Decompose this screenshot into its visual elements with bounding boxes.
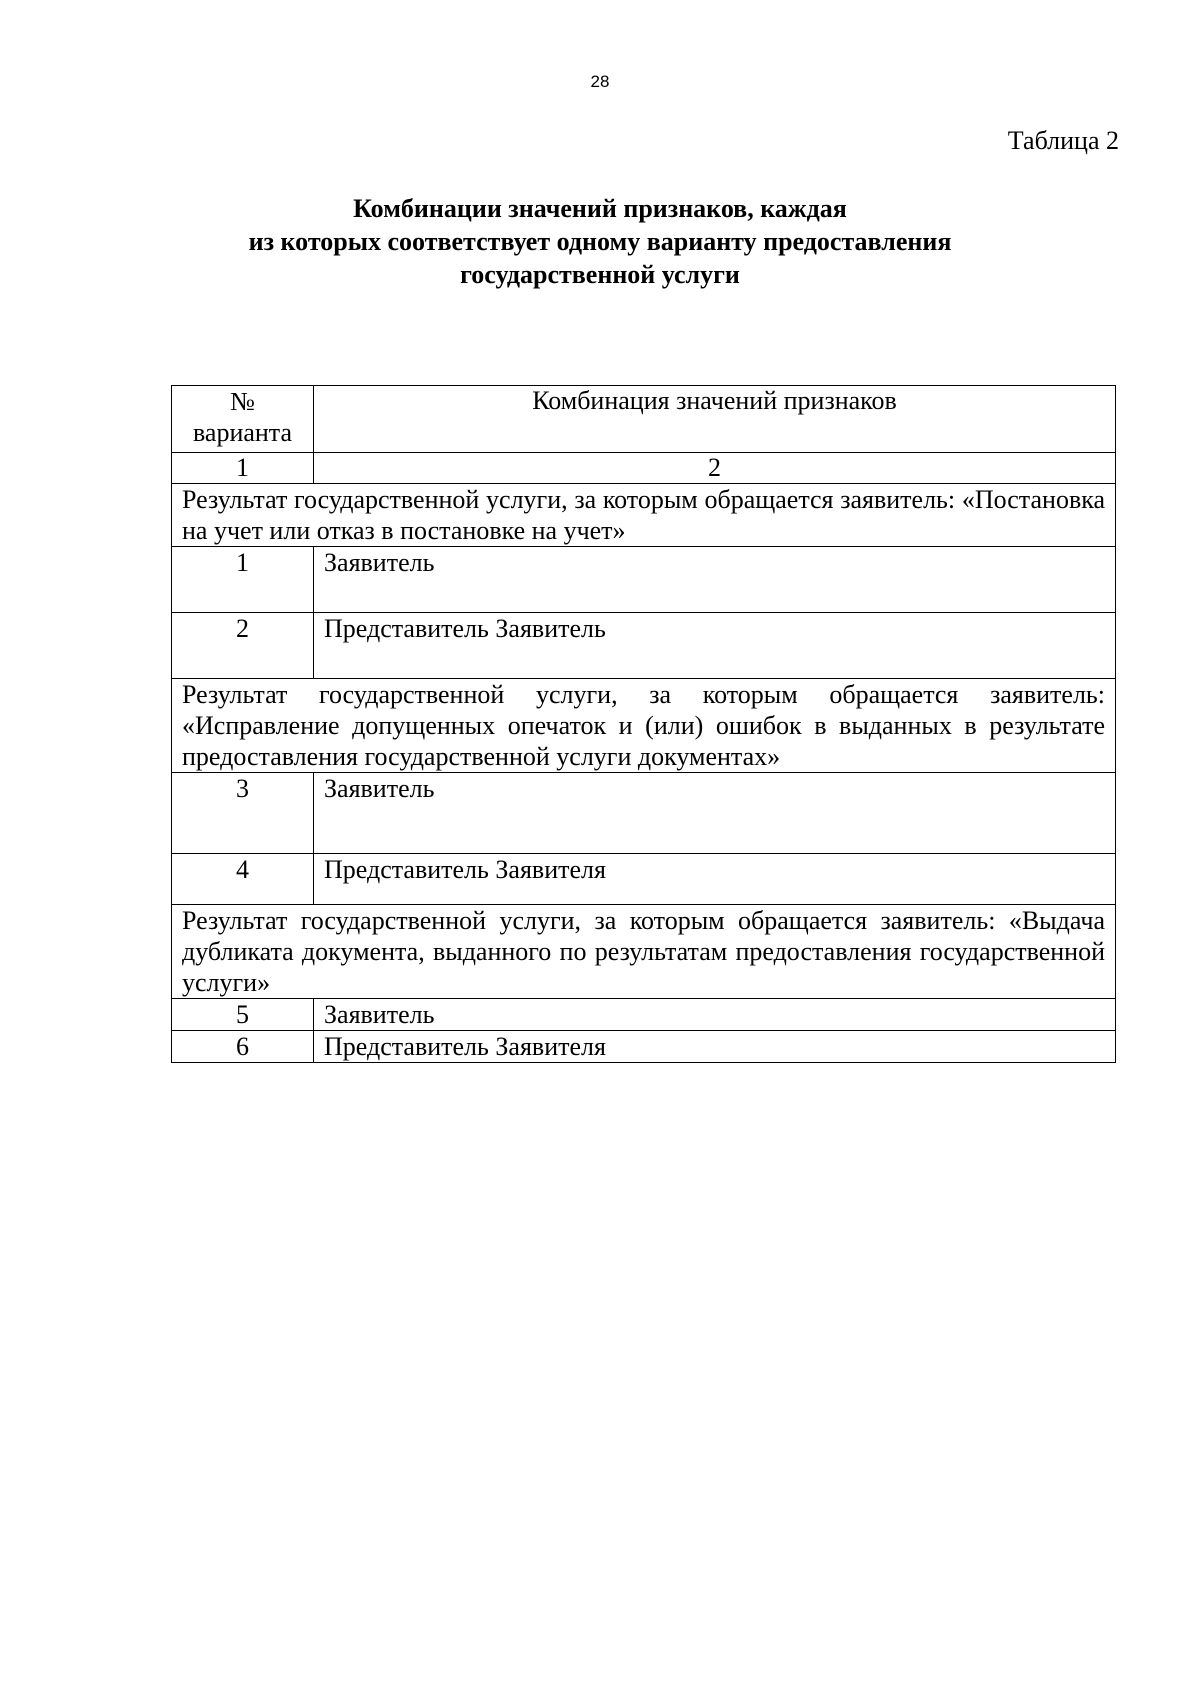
section-text: Результат государственной услуги, за которым обращается заявитель: «Выдача дубликата документа, выданного по результатам предоставления государственной услуги» — [172, 905, 1116, 999]
column-number: 1 — [172, 453, 314, 484]
section-text: Результат государственной услуги, за которым обращается заявитель: «Исправление допущенных опечаток и (или) ошибок в выданных в результате предоставления государственной услуги документах» — [172, 679, 1116, 773]
column-number: 2 — [314, 453, 1116, 484]
table-label: Таблица 2 — [1007, 126, 1119, 155]
table-row — [172, 999, 1116, 1031]
title-line: из которых соответствует одному варианту предоставления — [248, 227, 952, 256]
section-text: Результат государственной услуги, за которым обращается заявитель: «Постановка на учет или отказ в постановке на учет» — [172, 484, 1116, 547]
header-row — [172, 386, 1116, 453]
variant-number: 6 — [172, 1031, 314, 1063]
table-row — [172, 854, 1116, 905]
page-number: 28 — [590, 72, 610, 91]
header-variant-number-sign: № — [230, 387, 255, 416]
variants-table — [171, 385, 1116, 1063]
header-variant-number-word: варианта — [192, 418, 293, 447]
table-row — [172, 773, 1116, 854]
table-row — [172, 613, 1116, 679]
variant-value: Представитель Заявитель — [314, 613, 1116, 679]
variant-value: Заявитель — [314, 547, 1116, 613]
header-combination: Комбинация значений признаков — [314, 386, 1116, 453]
section-row — [172, 484, 1116, 547]
section-row — [172, 905, 1116, 999]
title-line: государственной услуги — [460, 260, 740, 289]
variant-value: Представитель Заявителя — [314, 1031, 1116, 1063]
column-number-row — [172, 453, 1116, 484]
variant-value: Представитель Заявителя — [314, 854, 1116, 905]
variant-value: Заявитель — [314, 773, 1116, 854]
variant-number: 3 — [172, 773, 314, 854]
header-variant-number — [172, 386, 314, 453]
variant-number: 1 — [172, 547, 314, 613]
variant-value: Заявитель — [314, 999, 1116, 1031]
variant-number: 2 — [172, 613, 314, 679]
variant-number: 4 — [172, 854, 314, 905]
title-line: Комбинации значений признаков, каждая — [353, 194, 847, 223]
section-row — [172, 679, 1116, 773]
variant-number: 5 — [172, 999, 314, 1031]
table-title — [0, 192, 1200, 291]
table-row — [172, 1031, 1116, 1063]
table-row — [172, 547, 1116, 613]
